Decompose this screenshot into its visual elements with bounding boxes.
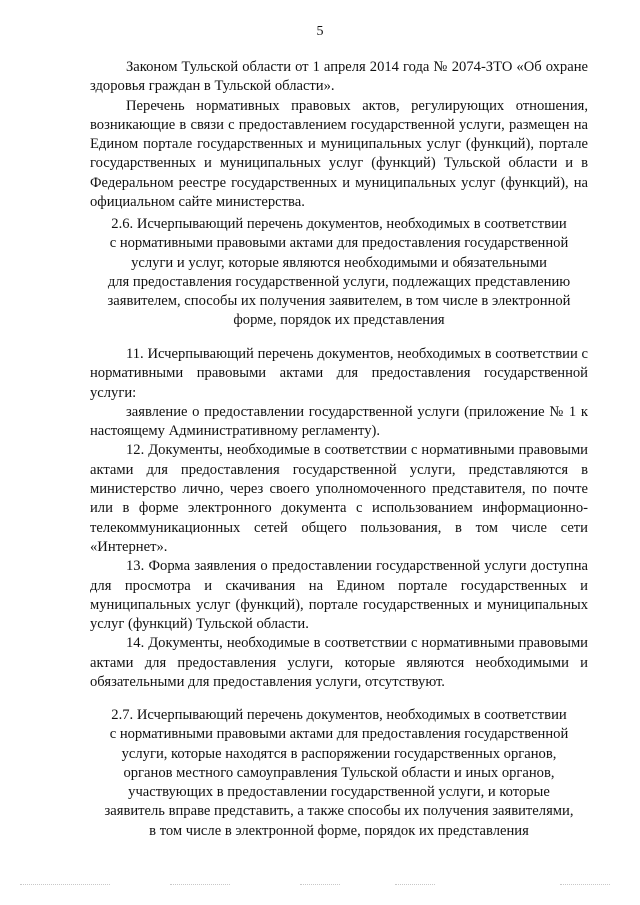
heading-line: 2.6. Исчерпывающий перечень документов, необходимых в соответствии — [111, 216, 567, 232]
heading-line: органов местного самоуправления Тульской области и иных органов, — [123, 764, 555, 781]
heading-line: участвующих в предоставлении государственной услуги, и которые — [128, 784, 550, 801]
scan-artifact — [170, 884, 230, 886]
paragraph-legal-acts-list: Перечень нормативных правовых актов, регулирующих отношения, возникающие в связи с предоставлением государственной услуги, размещен на Едином портале государственных и муниципальных услуг (функций), портале государственных и муниципальных услуг (функций) Тульской области и в Федеральном реестре государственных и муниципальных услуг (функций), на официальном сайте министерства. — [90, 97, 588, 211]
body-block-1 — [90, 58, 588, 212]
paragraph-14: 14. Документы, необходимые в соответствии с нормативными правовыми актами для предоставления услуги, которые являются необходимыми и обязательными для предоставления услуги, отсутствуют. — [90, 635, 588, 691]
heading-line: с нормативными правовыми актами для предоставления государственной — [109, 726, 569, 743]
paragraph-11: 11. Исчерпывающий перечень документов, необходимых в соответствии с нормативными правовыми актами для предоставления государственной услуги: — [90, 346, 588, 401]
heading-line: форме, порядок их представления — [233, 312, 445, 329]
scan-artifact — [300, 884, 340, 886]
heading-line: заявителем, способы их получения заявителем, в том числе в электронной — [107, 293, 571, 310]
heading-line: с нормативными правовыми актами для предоставления государственной — [109, 235, 569, 252]
page-number: 5 — [316, 24, 324, 39]
section-heading-2-6 — [90, 215, 588, 331]
heading-line: 2.7. Исчерпывающий перечень документов, необходимых в соответствии — [111, 707, 567, 723]
section-heading-2-7 — [90, 706, 588, 841]
scan-artifact — [560, 884, 610, 886]
heading-line: услуги и услуг, которые являются необходимыми и обязательными — [131, 254, 547, 271]
body-block-2 — [90, 345, 588, 692]
heading-line: услуги, которые находятся в распоряжении государственных органов, — [121, 745, 557, 762]
heading-line: в том числе в электронной форме, порядок их представления — [149, 822, 529, 839]
heading-line: для предоставления государственной услуги, подлежащих представлению — [107, 273, 571, 290]
paragraph-law-reference: Законом Тульской области от 1 апреля 2014 года № 2074-ЗТО «Об охране здоровья граждан в Тульской области». — [90, 59, 588, 95]
scan-artifact — [20, 884, 110, 886]
paragraph-application-form: заявление о предоставлении государственной услуги (приложение № 1 к настоящему Административному регламенту). — [90, 403, 588, 440]
paragraph-12: 12. Документы, необходимые в соответствии с нормативными правовыми актами для предоставления государственной услуги, представляются в министерство лично, через своего уполномоченного представителя, по почте или в форме электронного документа с использованием информационно-телекоммуникационных сетей общего пользования, в том числе сети «Интернет». — [90, 442, 588, 555]
scan-artifact — [395, 884, 435, 886]
paragraph-13: 13. Форма заявления о предоставлении государственной услуги доступна для просмотра и скачивания на Едином портале государственных и муниципальных услуг (функций), портале государственных и муниципальных услуг (функций) Тульской области. — [90, 558, 588, 633]
heading-line: заявитель вправе представить, а также способы их получения заявителями, — [104, 803, 574, 820]
